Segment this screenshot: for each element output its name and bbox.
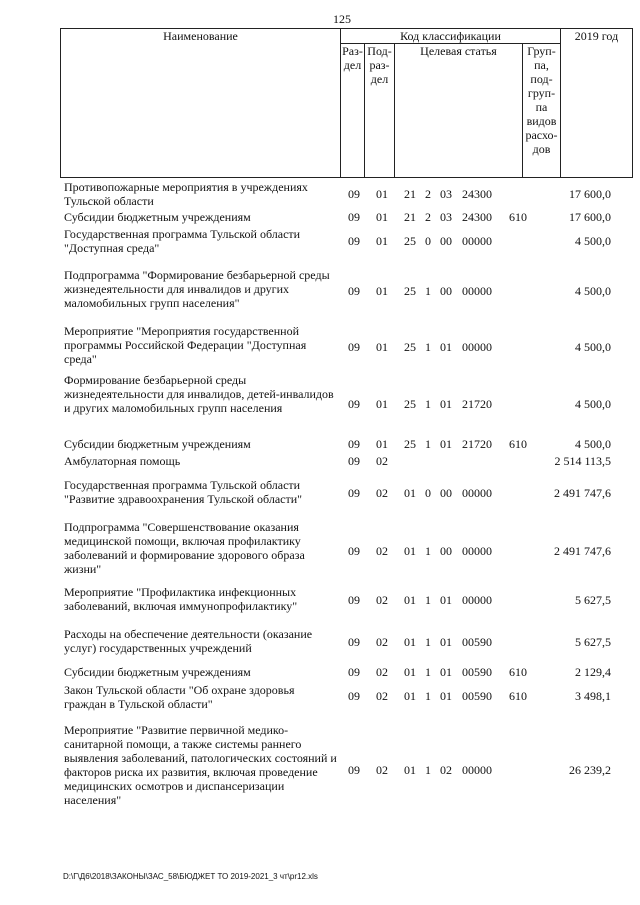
row-subsection: 01 [376,210,388,224]
row-subsection: 02 [376,763,388,777]
header-name: Наименование [61,29,341,178]
row-target-event: 01 [440,689,452,703]
row-section: 09 [348,187,360,201]
row-subsection: 02 [376,486,388,500]
row-target-subprogram: 1 [425,284,431,298]
row-amount: 4 500,0 [575,234,611,248]
row-name: Формирование безбарьерной среды жизнедеятельности для инвалидов, детей-инвалидов и других маломобильных групп населения [64,373,334,415]
row-amount: 2 491 747,6 [554,486,611,500]
row-amount: 17 600,0 [569,187,611,201]
row-section: 09 [348,397,360,411]
row-target-program: 01 [404,486,416,500]
row-name: Мероприятие "Профилактика инфекционных заболеваний, включая иммунопрофилактику" [64,585,298,613]
row-target-direction: 24300 [462,210,492,224]
row-target-subprogram: 1 [425,593,431,607]
row-target-direction: 00000 [462,763,492,777]
row-target-direction: 00000 [462,544,492,558]
row-amount: 2 514 113,5 [554,454,611,468]
row-target-program: 01 [404,593,416,607]
row-amount: 5 627,5 [575,593,611,607]
row-target-program: 21 [404,187,416,201]
row-subsection: 02 [376,665,388,679]
row-subsection: 01 [376,340,388,354]
row-target-program: 01 [404,665,416,679]
row-target-event: 00 [440,544,452,558]
row-target-subprogram: 0 [425,234,431,248]
row-subsection: 01 [376,437,388,451]
row-target-subprogram: 1 [425,763,431,777]
row-amount: 2 491 747,6 [554,544,611,558]
row-name: Субсидии бюджетным учреждениям [64,210,251,224]
row-section: 09 [348,665,360,679]
row-target-direction: 00000 [462,486,492,500]
row-expense-type: 610 [509,665,527,679]
row-target-subprogram: 0 [425,486,431,500]
header-target-article: Целевая статья [395,44,523,178]
page-number: 125 [333,12,351,26]
row-name: Государственная программа Тульской области "Развитие здравоохранения Тульской области" [64,478,303,506]
row-name: Расходы на обеспечение деятельности (оказание услуг) государственных учреждений [64,627,313,655]
row-target-subprogram: 1 [425,397,431,411]
row-target-subprogram: 1 [425,635,431,649]
row-target-direction: 21720 [462,397,492,411]
file-path-footer: D:\Г\Д6\2018\ЗАКОНЫ\ЗАС_58\БЮДЖЕТ ТО 2019-2021_3 чт\pr12.xls [63,872,318,881]
row-expense-type: 610 [509,689,527,703]
row-section: 09 [348,635,360,649]
row-target-event: 02 [440,763,452,777]
row-target-subprogram: 1 [425,665,431,679]
row-expense-type: 610 [509,437,527,451]
row-target-direction: 21720 [462,437,492,451]
row-target-subprogram: 1 [425,689,431,703]
header-year: 2019 год [561,29,633,178]
row-target-subprogram: 1 [425,340,431,354]
row-target-program: 01 [404,689,416,703]
row-target-direction: 00000 [462,234,492,248]
row-target-event: 01 [440,635,452,649]
row-subsection: 02 [376,454,388,468]
row-target-subprogram: 2 [425,187,431,201]
row-target-event: 00 [440,486,452,500]
row-target-direction: 24300 [462,187,492,201]
row-name: Государственная программа Тульской области "Доступная среда" [64,227,301,255]
row-target-program: 25 [404,437,416,451]
row-name: Противопожарные мероприятия в учреждениях Тульской области [64,180,308,208]
row-expense-type: 610 [509,210,527,224]
row-subsection: 01 [376,284,388,298]
row-amount: 4 500,0 [575,397,611,411]
row-target-direction: 00590 [462,665,492,679]
row-name: Амбулаторная помощь [64,454,181,468]
row-section: 09 [348,544,360,558]
header-subsection: Под- раз- дел [365,44,395,178]
row-target-program: 01 [404,544,416,558]
row-section: 09 [348,454,360,468]
row-target-subprogram: 2 [425,210,431,224]
row-amount: 17 600,0 [569,210,611,224]
row-target-direction: 00000 [462,284,492,298]
row-section: 09 [348,437,360,451]
row-subsection: 02 [376,544,388,558]
row-subsection: 01 [376,234,388,248]
row-amount: 5 627,5 [575,635,611,649]
row-amount: 2 129,4 [575,665,611,679]
row-subsection: 02 [376,689,388,703]
row-amount: 3 498,1 [575,689,611,703]
row-amount: 4 500,0 [575,340,611,354]
row-name: Мероприятие "Мероприятия государственной программы Российской Федерации "Доступная среда" [64,324,307,366]
row-name: Мероприятие "Развитие первичной медико-санитарной помощи, а также системы раннего выявления заболеваний, патологических состояний и факторов риска их развития, включая проведение медицинских осмотров и диспансеризации населения" [64,723,337,807]
row-target-program: 25 [404,340,416,354]
row-target-direction: 00590 [462,635,492,649]
row-section: 09 [348,593,360,607]
header-code: Код классификации [341,29,561,44]
row-amount: 4 500,0 [575,437,611,451]
row-amount: 4 500,0 [575,284,611,298]
row-subsection: 01 [376,187,388,201]
row-target-event: 01 [440,340,452,354]
row-name: Подпрограмма "Формирование безбарьерной среды жизнедеятельности для инвалидов и других маломобильных групп населения" [64,268,330,310]
row-target-event: 01 [440,397,452,411]
row-target-event: 00 [440,234,452,248]
row-target-program: 21 [404,210,416,224]
row-section: 09 [348,210,360,224]
row-subsection: 02 [376,593,388,607]
row-target-subprogram: 1 [425,437,431,451]
row-section: 09 [348,340,360,354]
row-target-subprogram: 1 [425,544,431,558]
row-target-event: 03 [440,210,452,224]
row-target-program: 25 [404,234,416,248]
row-section: 09 [348,689,360,703]
row-name: Подпрограмма "Совершенствование оказания медицинской помощи, включая профилактику заболеваний и формирование здорового образа жизни" [64,520,305,576]
row-target-event: 01 [440,437,452,451]
row-target-direction: 00590 [462,689,492,703]
row-section: 09 [348,234,360,248]
row-target-program: 25 [404,284,416,298]
row-section: 09 [348,763,360,777]
row-subsection: 02 [376,635,388,649]
row-target-direction: 00000 [462,593,492,607]
row-section: 09 [348,486,360,500]
row-amount: 26 239,2 [569,763,611,777]
row-target-event: 03 [440,187,452,201]
row-target-program: 01 [404,763,416,777]
row-target-program: 01 [404,635,416,649]
header-section: Раз- дел [341,44,365,178]
row-target-program: 25 [404,397,416,411]
row-target-direction: 00000 [462,340,492,354]
row-name: Закон Тульской области "Об охране здоровья граждан в Тульской области" [64,683,295,711]
row-subsection: 01 [376,397,388,411]
row-target-event: 01 [440,665,452,679]
row-section: 09 [348,284,360,298]
row-target-event: 01 [440,593,452,607]
row-name: Субсидии бюджетным учреждениям [64,437,251,451]
row-target-event: 00 [440,284,452,298]
row-name: Субсидии бюджетным учреждениям [64,665,251,679]
header-expense-group: Груп- па, под- груп- па видов расхо- дов [523,44,561,178]
